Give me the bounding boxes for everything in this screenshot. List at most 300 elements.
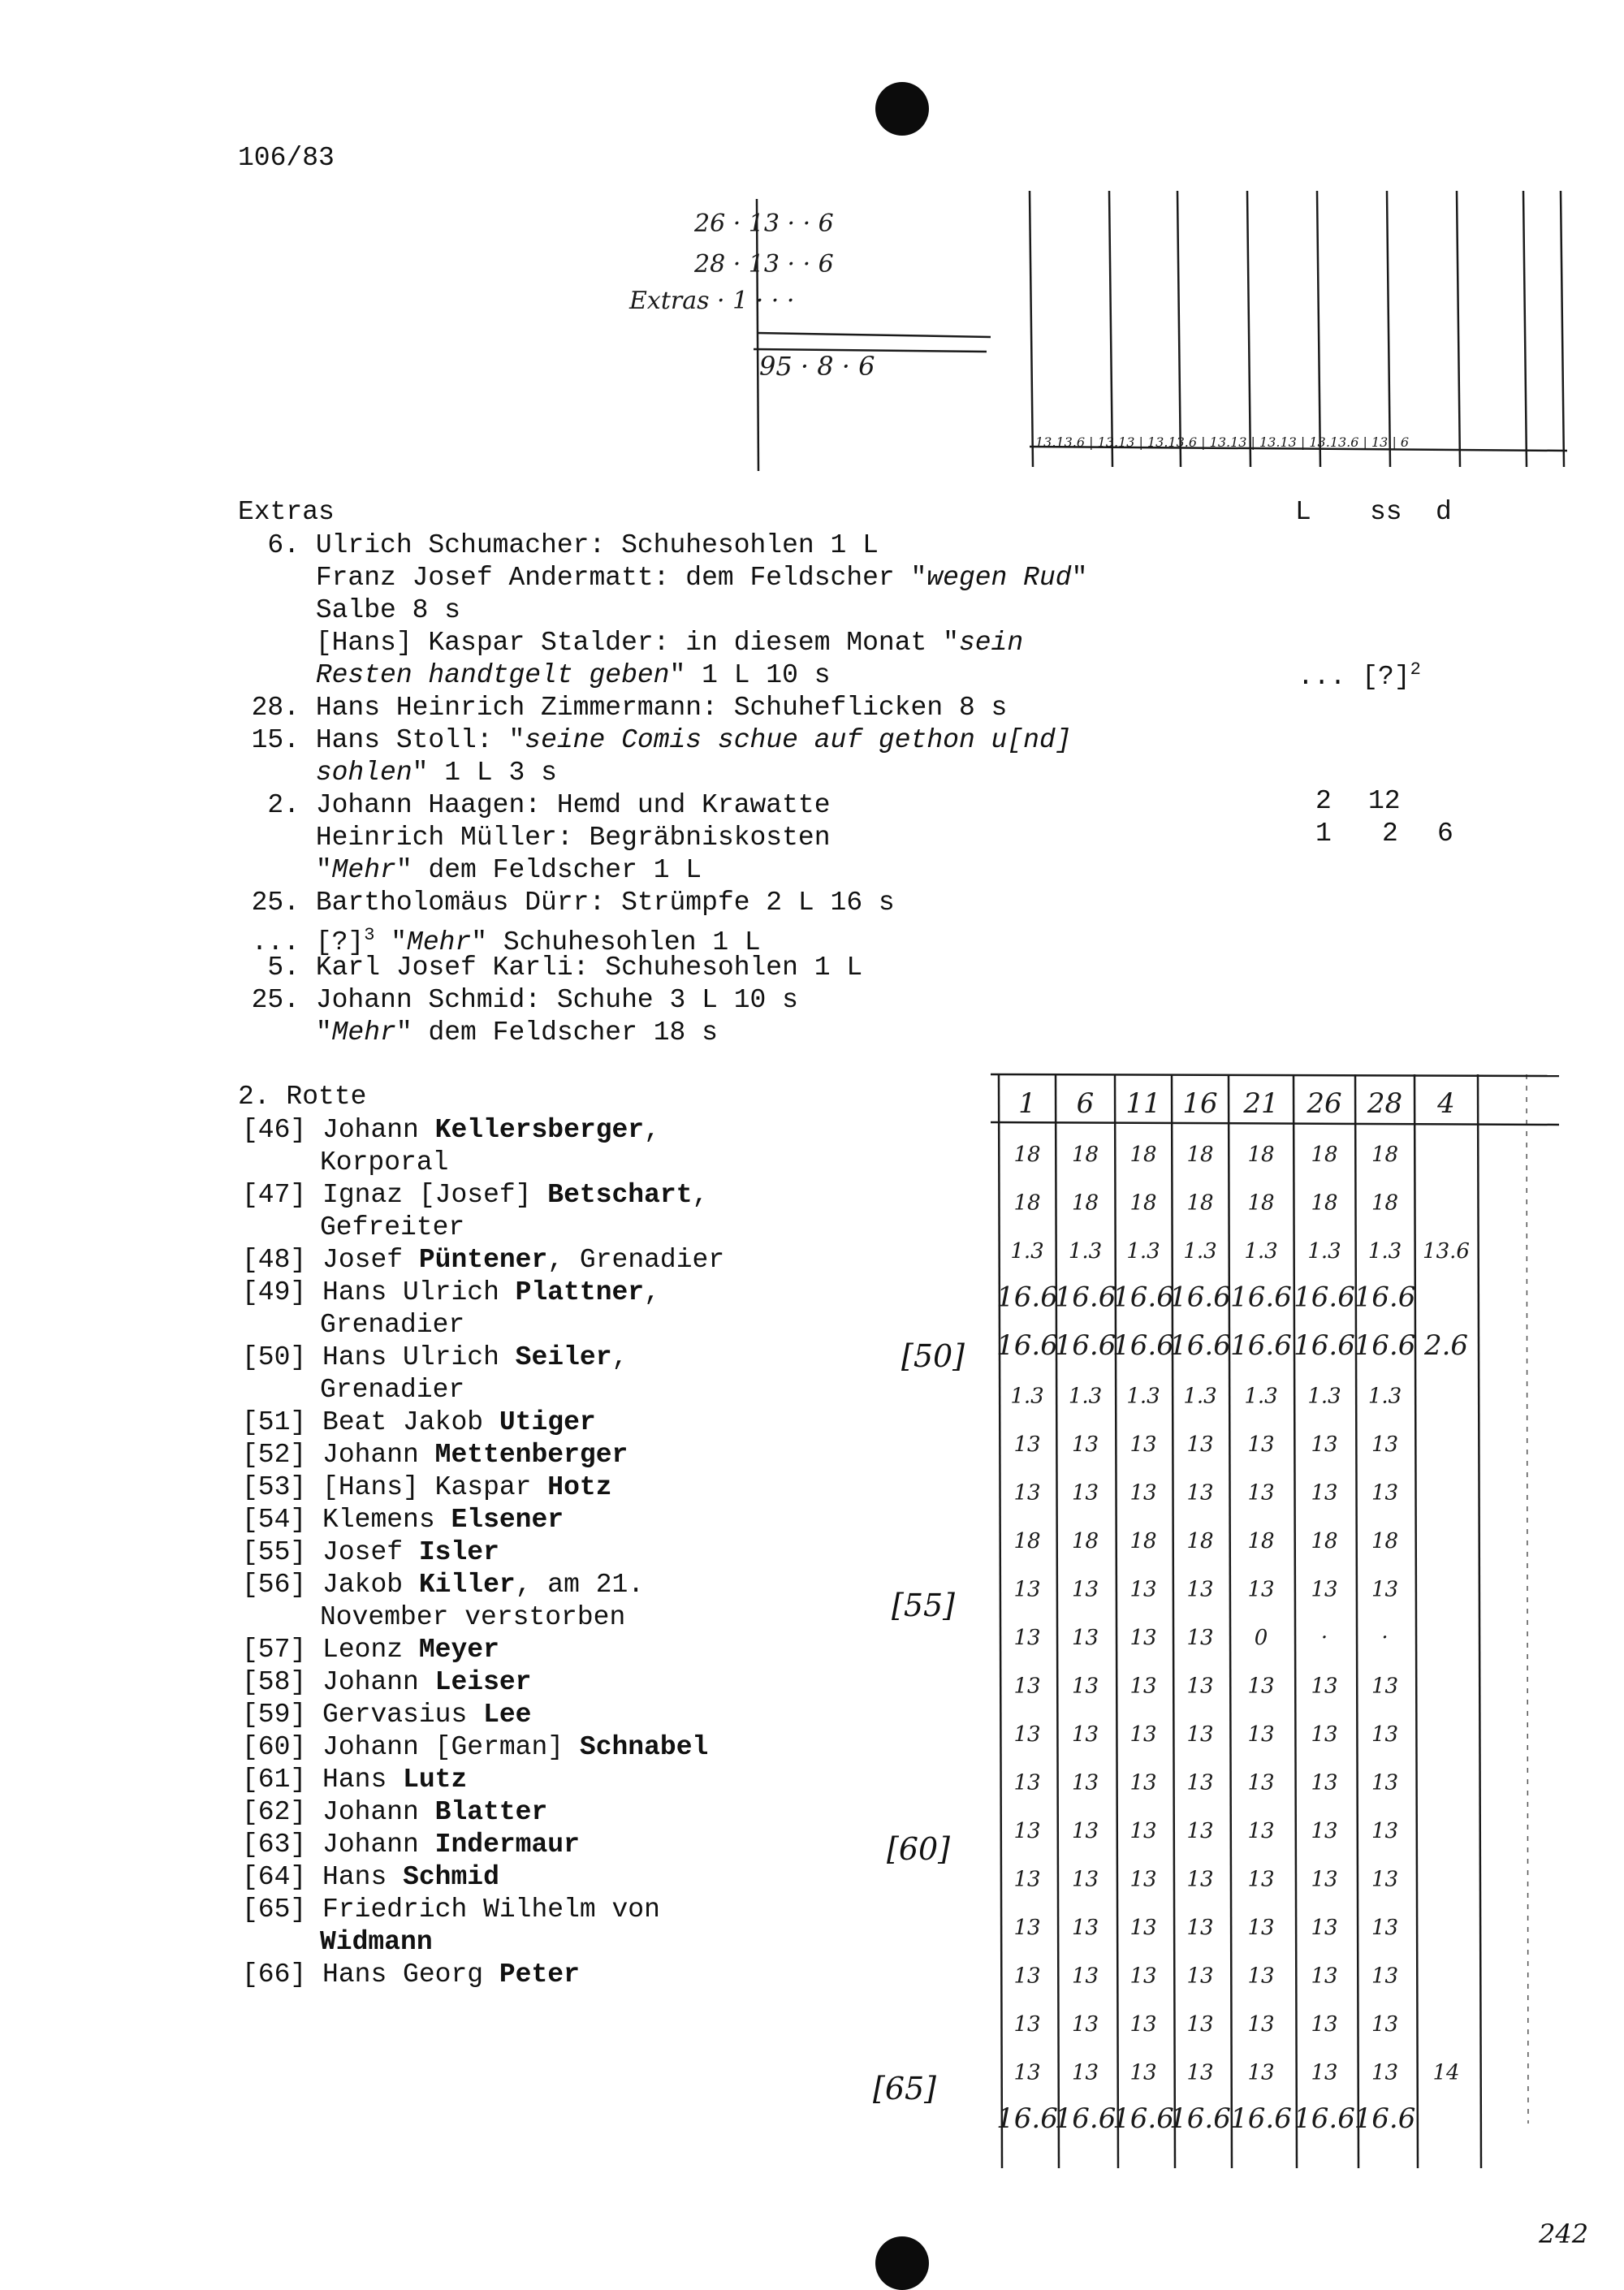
roster-number: [56]	[242, 1570, 307, 1600]
extras-text: Karl Josef Karli: Schuhesohlen 1 L	[315, 953, 863, 983]
table-cell: 13	[1129, 1819, 1157, 1843]
roster-surname: Betschart	[547, 1180, 693, 1210]
roster-surname: Hotz	[547, 1472, 612, 1502]
roster-number: [46]	[242, 1115, 307, 1145]
extras-text: [Hans] Kaspar Stalder: in diesem Monat "	[315, 628, 959, 658]
table-cell: 1.3	[1244, 1384, 1278, 1409]
table-cell: 18	[1013, 1529, 1041, 1553]
table-cell: 1.3	[1367, 1239, 1402, 1264]
table-cell: 13	[1311, 1770, 1338, 1795]
extras-text: Salbe 8 s	[315, 595, 461, 625]
roster-number: [57]	[242, 1635, 307, 1665]
table-rule-horizontal	[991, 1122, 1559, 1125]
roster-given-name: Friedrich Wilhelm von	[322, 1895, 660, 1925]
table-cell: 16.6	[1354, 2102, 1416, 2135]
table-cell: 13	[1311, 1480, 1338, 1506]
roster-surname: Mettenberger	[434, 1440, 628, 1470]
roster-surname: Elsener	[451, 1505, 564, 1535]
table-cell: 16.6	[1169, 1329, 1231, 1362]
extras-day: 6.	[267, 530, 300, 560]
table-cell: 13	[1371, 1964, 1399, 1989]
roster-number: [63]	[242, 1830, 307, 1860]
table-cell: 13	[1186, 1916, 1214, 1940]
extras-day: 15.	[251, 725, 300, 755]
roster-entry	[242, 1796, 547, 1829]
extras-text-end: " dem Feldscher 1 L	[395, 855, 702, 885]
extras-line	[238, 854, 702, 887]
roster-continuation	[320, 1601, 625, 1634]
table-cell: 13	[1311, 2012, 1338, 2037]
table-cell: 13	[1071, 1916, 1099, 1940]
roster-entry	[242, 1959, 580, 1991]
roster-number: [50]	[242, 1342, 307, 1372]
table-cell: 1.3	[1068, 1384, 1103, 1409]
stalder-note: ... [?]$^2$	[1298, 659, 1421, 692]
extras-quote: sein	[958, 628, 1024, 658]
table-rule-vertical	[1115, 1074, 1118, 2168]
roster-entry	[242, 1699, 532, 1731]
table-cell: 13	[1371, 1432, 1399, 1457]
table-cell: 13	[1071, 1626, 1099, 1650]
table-cell: 16.6	[1169, 2102, 1231, 2135]
table-cell: 13	[1247, 2012, 1275, 2037]
roster-given-name: Johann	[322, 1440, 435, 1470]
table-cell: 13	[1247, 1674, 1275, 1699]
extras-line	[238, 692, 1007, 724]
roster-surname: Lee	[483, 1700, 532, 1730]
column-head-pounds: L	[1295, 497, 1311, 527]
extras-quote: Mehr	[407, 927, 472, 957]
table-cell: 13	[1013, 1819, 1041, 1843]
roster-surname: Schnabel	[579, 1732, 709, 1762]
extras-quote: Resten handtgelt geben	[315, 660, 670, 690]
roster-entry	[242, 1471, 612, 1504]
table-cell: 13	[1311, 1577, 1338, 1602]
roster-given-name: Klemens	[322, 1505, 451, 1535]
extras-heading: Extras	[238, 497, 335, 527]
table-rule-vertical	[1056, 1074, 1059, 2168]
table-cell: 13	[1247, 1819, 1275, 1843]
roster-given-name: Josef	[322, 1537, 419, 1567]
roster-continuation	[320, 1926, 433, 1959]
punch-hole-bottom	[875, 2236, 929, 2290]
table-cell: 18	[1247, 1143, 1275, 1167]
table-cell: 13	[1186, 1674, 1214, 1699]
table-cell: 18	[1013, 1190, 1041, 1216]
margin-ref-55: [55]	[892, 1588, 956, 1623]
table-cell: 13	[1071, 2012, 1099, 2037]
document-number: 106/83	[238, 143, 335, 173]
roster-surname: Schmid	[403, 1862, 499, 1892]
table-cell: 13	[1013, 1770, 1041, 1795]
table-cell: 16.6	[1112, 1329, 1174, 1362]
roster-number: [66]	[242, 1959, 307, 1990]
extras-text: [?]	[315, 927, 365, 957]
roster-surname: Kellersberger	[434, 1115, 645, 1145]
table-cell: ·	[1320, 1626, 1328, 1650]
table-cell: 1.3	[1010, 1239, 1044, 1264]
roster-entry	[242, 1179, 708, 1212]
roster-entry	[242, 1764, 467, 1796]
table-cell: 13	[1071, 1480, 1099, 1506]
table-cell: 18	[1311, 1190, 1338, 1216]
table-cell: 13	[1013, 2060, 1041, 2085]
rotte-heading: 2. Rotte	[238, 1082, 367, 1112]
table-cell: 13	[1129, 1480, 1157, 1506]
fragment-total: 95 · 8 · 6	[759, 351, 875, 382]
column-head-shillings: ss	[1370, 497, 1402, 527]
roster-given-name: Ignaz [Josef]	[322, 1180, 548, 1210]
table-header: 28	[1367, 1087, 1403, 1120]
extras-text-end: "	[1071, 563, 1088, 593]
table-cell: 16.6	[1112, 1281, 1174, 1314]
table-header: 26	[1307, 1087, 1342, 1120]
table-cell: 13	[1013, 1867, 1041, 1892]
roster-continuation	[320, 1212, 464, 1244]
roster-rank: ,	[611, 1342, 628, 1372]
roster-rank: , Grenadier	[547, 1245, 725, 1275]
roster-given-name: Beat Jakob	[322, 1407, 499, 1437]
table-cell: 13	[1186, 1432, 1214, 1457]
roster-number: [53]	[242, 1472, 307, 1502]
extras-text-end: " dem Feldscher 18 s	[395, 1018, 718, 1048]
roster-number: [52]	[242, 1440, 307, 1470]
fragment-line-3: Extras · 1 · · ·	[629, 287, 795, 315]
roster-continuation	[320, 1309, 464, 1342]
table-cell: 13	[1013, 1577, 1041, 1602]
table-cell: 13	[1186, 1480, 1214, 1506]
roster-number: [47]	[242, 1180, 307, 1210]
margin-ref-50: [50]	[901, 1338, 965, 1374]
table-cell: 13	[1186, 1770, 1214, 1795]
table-cell: 13.6	[1423, 1239, 1470, 1264]
table-cell: 13	[1129, 1964, 1157, 1989]
table-cell: 13	[1311, 1674, 1338, 1699]
roster-continuation-text: Widmann	[320, 1927, 433, 1957]
extras-text-end: " 1 L 3 s	[412, 758, 557, 788]
table-cell: 16.6	[1294, 2102, 1355, 2135]
extras-line	[238, 562, 1087, 594]
table-cell: 13	[1129, 1722, 1157, 1747]
table-cell: 16.6	[996, 2102, 1058, 2135]
roster-continuation	[320, 1147, 448, 1179]
roster-continuation-text: Grenadier	[320, 1375, 465, 1405]
roster-number: [60]	[242, 1732, 307, 1762]
extras-line	[238, 1017, 718, 1049]
extras-text-end: " Schuhesohlen 1 L	[471, 927, 761, 957]
extras-text: "	[315, 855, 332, 885]
extras-text: Ulrich Schumacher: Schuhesohlen 1 L	[315, 530, 879, 560]
extras-line	[238, 627, 1023, 659]
table-rule-vertical	[1229, 1074, 1232, 2168]
table-cell: 16.6	[1354, 1329, 1416, 1362]
roster-entry	[242, 1504, 564, 1536]
table-header: 11	[1125, 1087, 1161, 1120]
roster-given-name: Josef	[322, 1245, 419, 1275]
table-cell: 13	[1186, 1819, 1214, 1843]
roster-continuation-text: Korporal	[320, 1147, 449, 1177]
table-header: 4	[1437, 1087, 1455, 1120]
roster-surname: Seiler	[515, 1342, 612, 1372]
roster-entry	[242, 1634, 499, 1666]
table-cell: 13	[1129, 2012, 1157, 2037]
table-rule-vertical	[999, 1074, 1002, 2168]
extras-text: Johann Haagen: Hemd und Krawatte	[315, 790, 831, 820]
roster-continuation	[320, 1374, 464, 1406]
roster-given-name: Hans	[322, 1765, 404, 1795]
table-cell: 16.6	[1230, 2102, 1292, 2135]
table-cell: 13	[1129, 1674, 1157, 1699]
haagen-shillings: 12	[1368, 786, 1401, 816]
table-cell: 13	[1013, 1916, 1041, 1940]
table-cell: 13	[1371, 1480, 1399, 1506]
extras-line	[238, 822, 831, 854]
table-cell: 16.6	[1112, 2102, 1174, 2135]
table-cell: 13	[1371, 1867, 1399, 1892]
roster-given-name: Hans Ulrich	[322, 1342, 516, 1372]
table-cell: 16.6	[1294, 1281, 1355, 1314]
roster-number: [54]	[242, 1505, 307, 1535]
roster-entry	[242, 1114, 660, 1147]
roster-given-name: Hans Ulrich	[322, 1277, 516, 1307]
extras-day: ...	[251, 927, 300, 957]
table-cell: 1.3	[1244, 1239, 1278, 1264]
table-cell: 13	[1013, 1674, 1041, 1699]
roster-surname: Peter	[499, 1959, 580, 1990]
table-cell: 13	[1129, 1770, 1157, 1795]
table-cell: 13	[1071, 1577, 1099, 1602]
roster-number: [59]	[242, 1700, 307, 1730]
table-cell: 13	[1247, 1964, 1275, 1989]
roster-number: [64]	[242, 1862, 307, 1892]
roster-given-name: Johann	[322, 1667, 435, 1697]
roster-number: [55]	[242, 1537, 307, 1567]
extras-line	[238, 529, 879, 562]
table-rule-vertical	[1172, 1074, 1175, 2168]
fragment-line-2: 28 · 13 · · 6	[694, 250, 834, 279]
table-cell: 18	[1371, 1529, 1399, 1553]
table-rule-vertical	[1355, 1074, 1358, 2168]
table-cell: 13	[1013, 1722, 1041, 1747]
punch-hole-top	[875, 82, 929, 136]
table-rule-horizontal	[991, 1074, 1559, 1076]
fragment-bottom-row: 13.13.6 | 13.13 | 13.13.6 | 13.13 | 13.13 | 13.13.6 | 13 | 6	[1035, 434, 1410, 450]
roster-entry	[242, 1439, 628, 1471]
table-cell: 13	[1311, 1867, 1338, 1892]
roster-entry	[242, 1829, 580, 1861]
table-cell: 16.6	[1169, 1281, 1231, 1314]
margin-ref-65: [65]	[873, 2071, 937, 2106]
table-cell: 18	[1247, 1529, 1275, 1553]
table-cell: 13	[1311, 1722, 1338, 1747]
mueller-pounds: 1	[1315, 819, 1332, 849]
table-cell: 1.3	[1307, 1239, 1341, 1264]
extras-day: 5.	[267, 953, 300, 983]
table-cell: 18	[1129, 1143, 1157, 1167]
roster-entry	[242, 1406, 596, 1439]
table-cell: 13	[1071, 2060, 1099, 2085]
table-cell: 16.6	[1230, 1329, 1292, 1362]
table-cell: 13	[1247, 1722, 1275, 1747]
table-cell: 18	[1247, 1190, 1275, 1216]
table-cell: 18	[1071, 1529, 1099, 1553]
table-cell: 13	[1071, 1867, 1099, 1892]
table-cell: 13	[1371, 2012, 1399, 2037]
roster-continuation-text: Gefreiter	[320, 1212, 465, 1242]
roster-entry	[242, 1666, 531, 1699]
table-cell: 2.6	[1423, 1329, 1469, 1362]
extras-line	[238, 594, 460, 627]
mueller-pence: 6	[1437, 819, 1453, 849]
table-cell: 13	[1186, 1577, 1214, 1602]
table-cell: 18	[1071, 1143, 1099, 1167]
table-rule-vertical	[1478, 1074, 1481, 2168]
table-cell: 1.3	[1183, 1384, 1217, 1409]
extras-text: "	[315, 1018, 332, 1048]
table-cell: 13	[1129, 1432, 1157, 1457]
extras-day: 28.	[251, 693, 300, 723]
mueller-shillings: 2	[1382, 819, 1398, 849]
table-cell: 16.6	[1054, 2102, 1116, 2135]
roster-given-name: Johann [German]	[322, 1732, 580, 1762]
table-rule-vertical	[1294, 1074, 1297, 2168]
roster-surname: Isler	[418, 1537, 499, 1567]
extras-text: Hans Heinrich Zimmermann: Schuheflicken 8 s	[315, 693, 1008, 723]
roster-entry	[242, 1894, 660, 1926]
table-cell: 13	[1186, 1867, 1214, 1892]
roster-entry	[242, 1244, 724, 1277]
table-cell: 13	[1129, 1626, 1157, 1650]
table-cell: 13	[1071, 1964, 1099, 1989]
table-cell: 1.3	[1068, 1239, 1103, 1264]
footnote-ref: 3	[364, 925, 375, 945]
roster-surname: Meyer	[418, 1635, 499, 1665]
extras-line	[238, 887, 895, 919]
table-cell: 13	[1071, 1770, 1099, 1795]
table-cell: 13	[1129, 1916, 1157, 1940]
roster-given-name: Jakob	[322, 1570, 419, 1600]
table-cell: 13	[1186, 2012, 1214, 2037]
extras-line	[238, 757, 557, 789]
table-cell: 13	[1071, 1432, 1099, 1457]
roster-surname: Plattner	[515, 1277, 645, 1307]
roster-number: [49]	[242, 1277, 307, 1307]
table-cell: 13	[1186, 1626, 1214, 1650]
roster-entry	[242, 1861, 499, 1894]
table-rule-vertical	[1527, 1074, 1528, 2124]
table-cell: 13	[1371, 1674, 1399, 1699]
table-cell: 13	[1013, 1964, 1041, 1989]
table-cell: 13	[1186, 1722, 1214, 1747]
roster-entry	[242, 1569, 644, 1601]
table-cell: 18	[1129, 1529, 1157, 1553]
table-cell: 13	[1311, 2060, 1338, 2085]
fragment-line-1: 26 · 13 · · 6	[694, 210, 834, 238]
table-cell: 13	[1311, 1432, 1338, 1457]
roster-surname: Püntener	[418, 1245, 548, 1275]
roster-rank: ,	[644, 1277, 660, 1307]
extras-quote: sohlen	[315, 758, 412, 788]
table-cell: 13	[1247, 1577, 1275, 1602]
column-head-pence: d	[1436, 497, 1452, 527]
table-cell: 16.6	[1054, 1329, 1116, 1362]
roster-surname: Killer	[418, 1570, 516, 1600]
table-cell: ·	[1381, 1626, 1389, 1650]
extras-quote: seine Comis schue auf gethon u[nd]	[525, 725, 1072, 755]
extras-line	[238, 952, 862, 984]
roster-given-name: Hans	[322, 1862, 404, 1892]
roster-rank: ,	[692, 1180, 709, 1210]
roster-entry	[242, 1277, 660, 1309]
roster-surname: Lutz	[403, 1765, 468, 1795]
table-cell: 13	[1371, 1770, 1399, 1795]
table-cell: 13	[1129, 1867, 1157, 1892]
table-cell: 16.6	[1230, 1281, 1292, 1314]
extras-quote: Mehr	[331, 1018, 396, 1048]
table-cell: 16.6	[996, 1281, 1058, 1314]
roster-given-name: Johann	[322, 1115, 435, 1145]
roster-continuation-text: November verstorben	[320, 1602, 626, 1632]
table-cell: 14	[1432, 2060, 1460, 2085]
table-cell: 13	[1129, 2060, 1157, 2085]
table-header: 6	[1076, 1087, 1095, 1120]
table-cell: 13	[1371, 2060, 1399, 2085]
table-cell: 18	[1129, 1190, 1157, 1216]
extras-quote: wegen Rud	[926, 563, 1072, 593]
table-cell: 13	[1013, 1432, 1041, 1457]
table-cell: 13	[1013, 1626, 1041, 1650]
extras-text: Franz Josef Andermatt: dem Feldscher "	[315, 563, 927, 593]
table-cell: 13	[1247, 1432, 1275, 1457]
table-cell: 13	[1247, 1480, 1275, 1506]
table-cell: 13	[1013, 2012, 1041, 2037]
table-cell: 16.6	[1054, 1281, 1116, 1314]
extras-line	[238, 984, 798, 1017]
table-header: 1	[1018, 1087, 1036, 1120]
table-cell: 1.3	[1126, 1239, 1160, 1264]
table-cell: 13	[1129, 1577, 1157, 1602]
extras-day: 25.	[251, 888, 300, 918]
table-cell: 13	[1186, 1964, 1214, 1989]
table-cell: 13	[1071, 1819, 1099, 1843]
roster-surname: Blatter	[434, 1797, 548, 1827]
roster-entry	[242, 1536, 499, 1569]
table-cell: 13	[1186, 2060, 1214, 2085]
margin-ref-60: [60]	[887, 1831, 951, 1867]
pay-table	[958, 1068, 1575, 2172]
table-cell: 13	[1013, 1480, 1041, 1506]
extras-text: Bartholomäus Dürr: Strümpfe 2 L 16 s	[315, 888, 895, 918]
roster-surname: Utiger	[499, 1407, 596, 1437]
table-cell: 16.6	[1354, 1281, 1416, 1314]
table-cell: 1.3	[1367, 1384, 1402, 1409]
extras-text: Hans Stoll: "	[315, 725, 525, 755]
table-cell: 18	[1311, 1143, 1338, 1167]
table-cell: 13	[1311, 1964, 1338, 1989]
scan-top-fragment	[617, 187, 1575, 491]
table-cell: 1.3	[1183, 1239, 1217, 1264]
table-cell: 13	[1311, 1819, 1338, 1843]
table-cell: 18	[1013, 1143, 1041, 1167]
roster-given-name: Leonz	[322, 1635, 419, 1665]
roster-rank: , am 21.	[515, 1570, 645, 1600]
table-cell: 13	[1371, 1819, 1399, 1843]
roster-entry	[242, 1342, 628, 1374]
table-cell: 13	[1247, 2060, 1275, 2085]
table-cell: 13	[1071, 1674, 1099, 1699]
roster-surname: Leiser	[434, 1667, 532, 1697]
roster-given-name: Gervasius	[322, 1700, 484, 1730]
